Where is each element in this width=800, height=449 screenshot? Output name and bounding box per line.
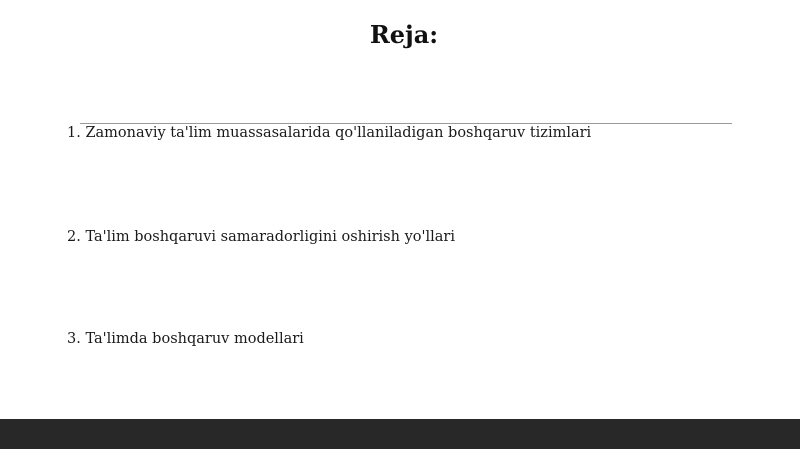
bottom-bar [0, 419, 800, 449]
plan-item-3: 3. Ta'limda boshqaruv modellari [67, 331, 304, 347]
plan-item-2: 2. Ta'lim boshqaruvi samaradorligini oshirish yo'llari [67, 229, 455, 245]
title-divider [80, 123, 732, 124]
plan-item-1: 1. Zamonaviy ta'lim muassasalarida qo'llaniladigan boshqaruv tizimlari [67, 125, 592, 141]
slide-title: Reja: [369, 20, 439, 49]
